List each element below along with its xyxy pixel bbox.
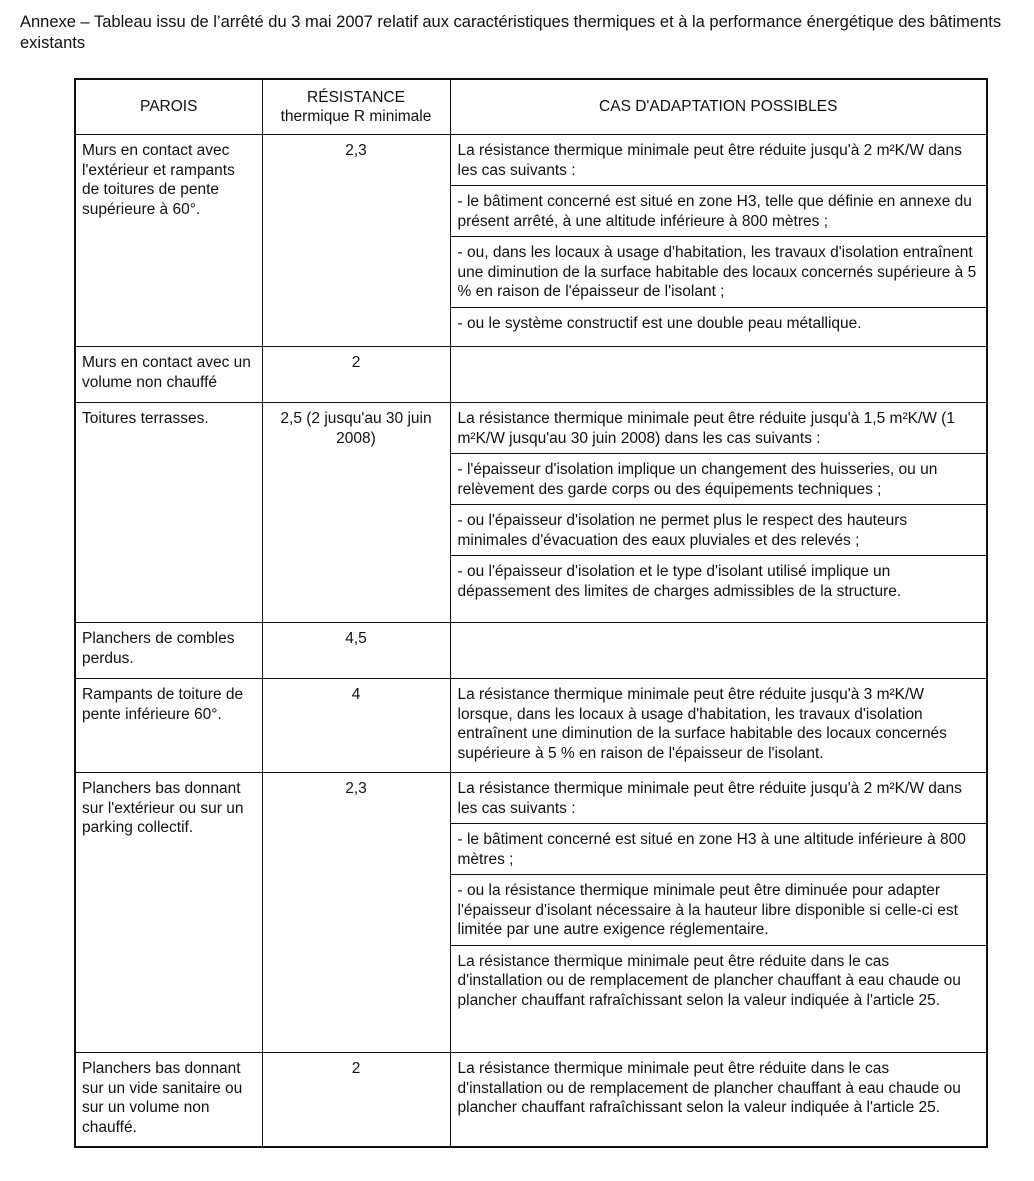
document-title: Annexe – Tableau issu de l’arrêté du 3 mai 2007 relatif aux caractéristiques thermiques et à la performance énergétique des bâtiments existants xyxy=(20,13,1002,52)
resistance-cell: 2 xyxy=(262,1053,450,1147)
cas-item: - ou l'épaisseur d'isolation et le type d'isolant utilisé implique un dépassement des limites de charges admissibles de la structure. xyxy=(451,555,987,606)
cas-cell xyxy=(450,773,987,1053)
cas-item: - le bâtiment concerné est situé en zone H3 à une altitude inférieure à 800 mètres ; xyxy=(451,823,987,874)
cas-cell xyxy=(450,679,987,773)
table-row xyxy=(75,679,987,773)
requirements-table xyxy=(74,78,988,1148)
table-row xyxy=(75,403,987,623)
resistance-cell: 2 xyxy=(262,347,450,403)
cas-item: La résistance thermique minimale peut être réduite dans le cas d'installation ou de remplacement de plancher chauffant à eau chaude ou plancher chauffant rafraîchissant selon la valeur indiquée à l'article 25. xyxy=(457,1060,961,1116)
cas-cell xyxy=(450,347,987,403)
resistance-cell: 4 xyxy=(262,679,450,773)
table-row xyxy=(75,135,987,347)
header-parois: PAROIS xyxy=(75,79,262,135)
paroi-cell: Planchers bas donnant sur un vide sanitaire ou sur un volume non chauffé. xyxy=(75,1053,262,1147)
cas-item: La résistance thermique minimale peut être réduite jusqu'à 2 m²K/W dans les cas suivants : xyxy=(457,780,962,817)
table-row xyxy=(75,623,987,679)
table-header-row xyxy=(75,79,987,135)
cas-item: - le bâtiment concerné est situé en zone H3, telle que définie en annexe du présent arrêté, à une altitude inférieure à 800 mètres ; xyxy=(451,185,987,236)
resistance-cell: 2,5 (2 jusqu'au 30 juin 2008) xyxy=(262,403,450,623)
cas-cell xyxy=(450,623,987,679)
header-resistance xyxy=(262,79,450,135)
header-resistance-line2: thermique R minimale xyxy=(280,108,432,125)
resistance-cell: 2,3 xyxy=(262,773,450,1053)
paroi-cell: Planchers de combles perdus. xyxy=(75,623,262,679)
table-row xyxy=(75,773,987,1053)
cas-cell xyxy=(450,135,987,347)
cas-item: La résistance thermique minimale peut être réduite jusqu'à 3 m²K/W lorsque, dans les locaux à usage d'habitation, les travaux d'isolation entraînent une diminution de la surface habitable des locaux concernés supérieure à 5 % en raison de l'épaisseur de l'isolant. xyxy=(457,686,947,762)
paroi-cell: Rampants de toiture de pente inférieure 60°. xyxy=(75,679,262,773)
table-row xyxy=(75,347,987,403)
table-body xyxy=(75,135,987,1147)
table-row xyxy=(75,1053,987,1147)
cas-item: - ou la résistance thermique minimale peut être diminuée pour adapter l'épaisseur d'isolant nécessaire à la hauteur libre disponible si celle-ci est limitée par une autre exigence réglementaire. xyxy=(451,874,987,945)
paroi-cell: Planchers bas donnant sur l'extérieur ou sur un parking collectif. xyxy=(75,773,262,1053)
cas-item: - ou, dans les locaux à usage d'habitation, les travaux d'isolation entraînent une diminution de la surface habitable des locaux concernés supérieure à 5 % en raison de l'épaisseur de l'isolant ; xyxy=(451,236,987,307)
resistance-cell: 4,5 xyxy=(262,623,450,679)
cas-item: - l'épaisseur d'isolation implique un changement des huisseries, ou un relèvement des garde corps ou des équipements techniques ; xyxy=(451,453,987,504)
cas-item: - ou l'épaisseur d'isolation ne permet plus le respect des hauteurs minimales d'évacuation des eaux pluviales et des relevés ; xyxy=(451,504,987,555)
cas-cell xyxy=(450,403,987,623)
cas-item: La résistance thermique minimale peut être réduite jusqu'à 1,5 m²K/W (1 m²K/W jusqu'au 30 juin 2008) dans les cas suivants : xyxy=(457,410,955,447)
paroi-cell: Toitures terrasses. xyxy=(75,403,262,623)
header-resistance-line1: RÉSISTANCE xyxy=(307,88,405,106)
cas-cell xyxy=(450,1053,987,1147)
header-cas: CAS D'ADAPTATION POSSIBLES xyxy=(450,79,987,135)
resistance-cell: 2,3 xyxy=(262,135,450,347)
paroi-cell: Murs en contact avec l'extérieur et rampants de toitures de pente supérieure à 60°. xyxy=(75,135,262,347)
paroi-cell: Murs en contact avec un volume non chauffé xyxy=(75,347,262,403)
cas-item: - ou le système constructif est une double peau métallique. xyxy=(451,307,987,339)
cas-item: La résistance thermique minimale peut être réduite jusqu'à 2 m²K/W dans les cas suivants : xyxy=(457,142,962,179)
cas-item: La résistance thermique minimale peut être réduite dans le cas d'installation ou de remplacement de plancher chauffant à eau chaude ou plancher chauffant rafraîchissant selon la valeur indiquée à l'article 25. xyxy=(451,945,987,1016)
